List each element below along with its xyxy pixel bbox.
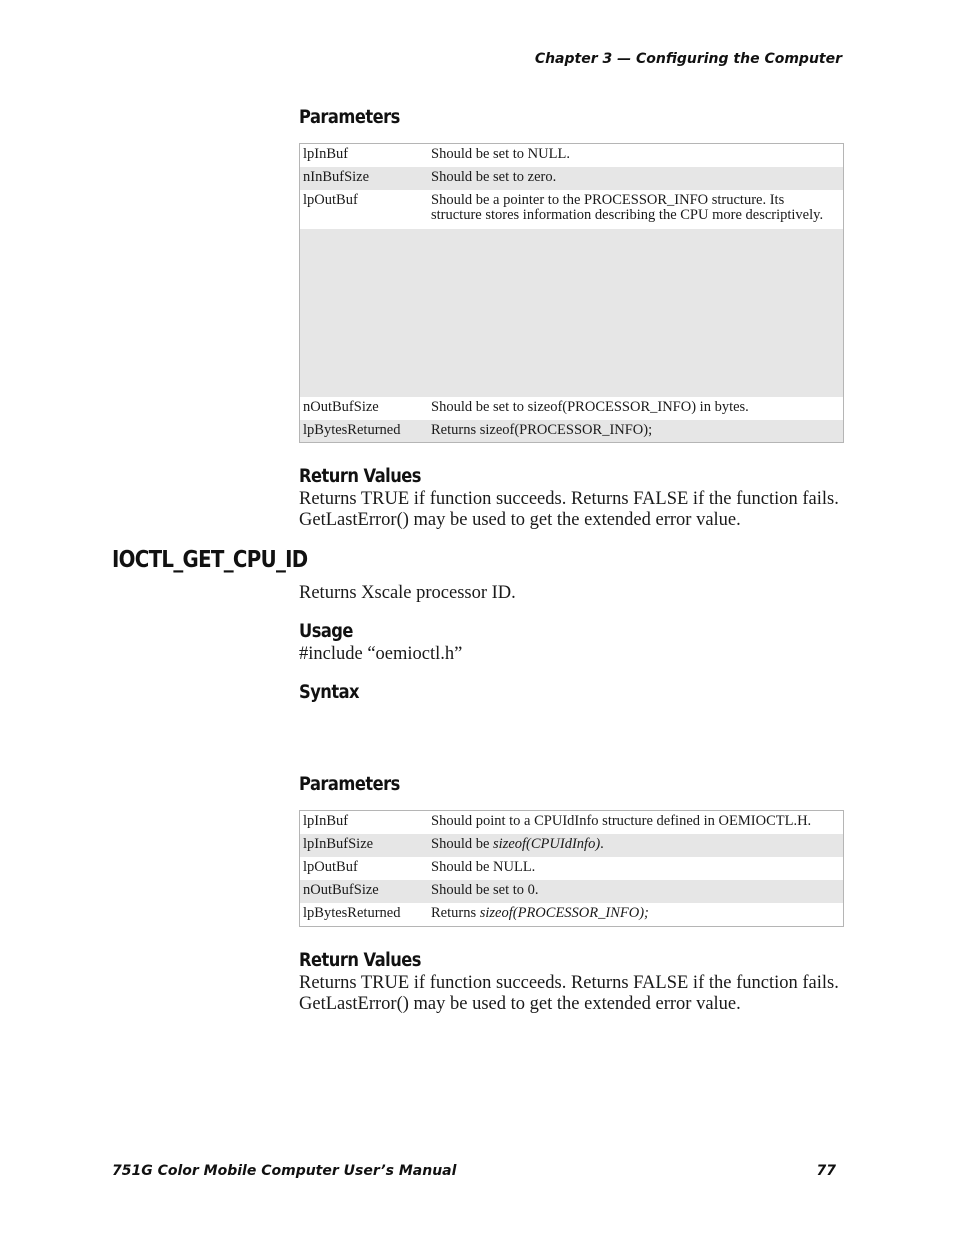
table-row — [300, 190, 844, 229]
return-values-heading: Return Values — [299, 950, 421, 971]
section-description: Returns Xscale processor ID. — [299, 583, 516, 603]
param-name: nOutBufSize — [303, 398, 379, 415]
param-desc — [428, 834, 844, 857]
param-desc: Should be set to 0. — [428, 880, 844, 903]
param-desc: Should point to a CPUIdInfo structure defined in OEMIOCTL.H. — [431, 813, 812, 829]
parameters-heading: Parameters — [299, 107, 400, 128]
return-values-heading: Return Values — [299, 466, 421, 487]
table-row — [300, 811, 844, 834]
param-name: lpInBuf — [303, 146, 349, 162]
param-desc: Should be set to zero. — [428, 167, 844, 190]
table-row — [300, 834, 844, 857]
parameters-table — [299, 810, 844, 927]
param-desc-line: structure stores information describing the CPU more descriptively. — [431, 206, 824, 223]
return-values-text — [299, 973, 839, 1015]
param-name: nInBufSize — [300, 167, 429, 190]
syntax-heading: Syntax — [299, 682, 360, 703]
running-header: Chapter 3 — Configuring the Computer — [534, 51, 842, 67]
param-name: lpBytesReturned — [303, 904, 401, 921]
return-line: Returns TRUE if function succeeds. Returns FALSE if the function fails. — [299, 489, 839, 509]
param-name: lpOutBuf — [303, 191, 358, 208]
param-desc — [428, 903, 844, 927]
table-row — [300, 167, 844, 190]
footer-page-number: 77 — [816, 1163, 836, 1179]
table-row — [300, 880, 844, 903]
param-desc-italic: sizeof(PROCESSOR_INFO); — [479, 904, 649, 921]
parameters-table — [299, 143, 844, 443]
param-desc-prefix: Returns — [431, 904, 480, 921]
param-desc-prefix: Should be — [431, 835, 494, 852]
parameters-heading: Parameters — [299, 774, 400, 795]
table-row — [300, 397, 844, 420]
param-name: lpBytesReturned — [300, 420, 429, 443]
param-desc-suffix: . — [600, 835, 604, 852]
section-title: IOCTL_GET_CPU_ID — [112, 547, 308, 573]
table-row-blank — [300, 229, 844, 397]
table-row — [300, 144, 844, 167]
usage-text: #include “oemioctl.h” — [299, 644, 463, 664]
param-desc-italic: sizeof(CPUIdInfo) — [493, 835, 601, 852]
return-line: Returns TRUE if function succeeds. Returns FALSE if the function fails. — [299, 973, 839, 993]
param-desc: Should be set to NULL. — [431, 146, 570, 162]
table-row — [300, 903, 844, 927]
footer-manual-title: 751G Color Mobile Computer User’s Manual — [112, 1163, 457, 1179]
table-row — [300, 420, 844, 443]
param-name: nOutBufSize — [300, 880, 429, 903]
param-desc: Returns sizeof(PROCESSOR_INFO); — [428, 420, 844, 443]
param-desc: Should be NULL. — [431, 858, 536, 875]
param-desc — [428, 190, 844, 229]
return-line: GetLastError() may be used to get the extended error value. — [299, 994, 741, 1014]
usage-heading: Usage — [299, 621, 353, 642]
table-row — [300, 857, 844, 880]
param-desc-line: Should be a pointer to the PROCESSOR_INFO structure. Its — [431, 191, 785, 208]
param-name: lpInBufSize — [300, 834, 429, 857]
param-name: lpInBuf — [303, 813, 349, 829]
return-values-text — [299, 489, 839, 531]
param-name: lpOutBuf — [303, 858, 358, 875]
param-desc: Should be set to sizeof(PROCESSOR_INFO) in bytes. — [431, 398, 749, 415]
return-line: GetLastError() may be used to get the extended error value. — [299, 510, 741, 530]
